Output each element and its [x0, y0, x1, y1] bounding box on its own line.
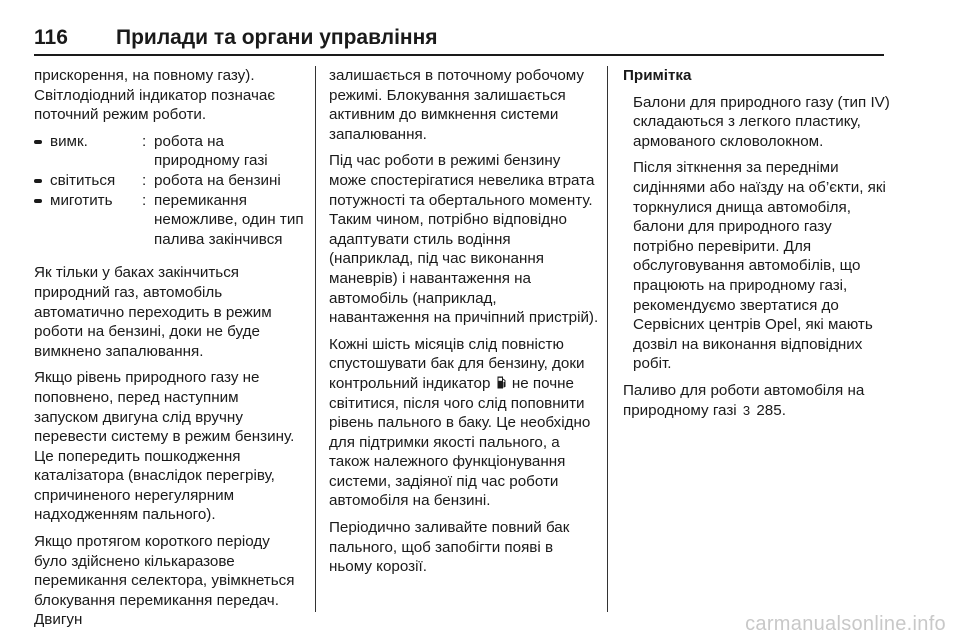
indicator-meaning: робота на бензині	[154, 171, 281, 189]
page-reference-link[interactable]: 285.	[756, 401, 786, 419]
column-3	[623, 66, 891, 427]
note-block	[623, 66, 891, 374]
note-paragraph: Після зіткнення за передніми сидіннями або наїзду на об’єкти, які торкнулися днища автомобіля, балони для природного газу потрібно перевірити. Для обслуговування автомобілів, що працюють на природному газі, рекомендуємо звертатися до Сервісних центрів Opel, які мають дозвіл на виконання відповідних робіт.	[633, 159, 886, 373]
page-header	[34, 26, 884, 54]
indicator-meaning: робота на природному газі	[154, 132, 268, 170]
body-paragraph	[329, 335, 599, 511]
column-divider	[315, 66, 316, 612]
column-2	[329, 66, 599, 584]
header-rule	[34, 54, 884, 56]
fuel-pump-icon	[497, 376, 506, 389]
column-divider	[607, 66, 608, 612]
colon: :	[142, 171, 147, 189]
note-paragraph: Балони для природного газу (тип IV) складаються з легкого пластику, армованого скловолокном.	[633, 93, 890, 150]
indicator-state: вимк.	[50, 132, 88, 150]
page-reference-arrow-icon: 3	[742, 402, 751, 418]
body-paragraph: залишається в поточному робочому режимі. Блокування залишається активним до вимкнення системи запалювання.	[329, 67, 585, 143]
body-paragraph: Періодично заливайте повний бак пального, щоб запобігти появі в ньому корозії.	[329, 519, 570, 576]
text-run: Кожні шість місяців слід повністю спустошувати бак для бензину, доки контрольний індикатор	[329, 335, 585, 392]
intro-paragraph: прискорення, на повному газу). Світлодіодний індикатор позначає поточний режим роботи.	[34, 67, 276, 124]
colon: :	[142, 132, 147, 150]
led-bar-icon	[34, 179, 42, 183]
text-run: Паливо для роботи автомобіля на природному газі	[623, 381, 865, 419]
indicator-state: миготить	[50, 191, 113, 209]
note-body	[623, 93, 891, 374]
note-title: Примітка	[623, 67, 692, 84]
indicator-row	[34, 132, 306, 171]
column-1	[34, 66, 306, 637]
page-number: 116	[34, 26, 68, 49]
text-run: не почне світитися, після чого слід поповнити рівень пального в баку. Це необхідно для підтримки якості пального, а також належного функціонування системи, задіяної під час роботи автомобіля на бензині.	[329, 374, 591, 510]
fuel-reference-paragraph	[623, 381, 891, 420]
led-bar-icon	[34, 140, 42, 144]
indicator-state: світиться	[50, 171, 116, 189]
body-paragraph: Якщо протягом короткого періоду було здійснено кількаразове перемикання селектора, увімкнеться блокування перемикання передач. Двигун	[34, 533, 295, 629]
section-title: Прилади та органи управління	[116, 26, 438, 49]
watermark: carmanualsonline.info	[745, 613, 946, 635]
colon: :	[142, 191, 147, 209]
indicator-table	[34, 132, 306, 250]
indicator-row	[34, 191, 306, 250]
led-bar-icon	[34, 199, 42, 203]
body-paragraph: Під час роботи в режимі бензину може спостерігатися невелика втрата потужності та обертального моменту. Таким чином, потрібно відповідно адаптувати стиль водіння (наприклад, під час виконання маневрів) і навантаження на автомобіль (наприклад, навантаження на причіпний пристрій).	[329, 152, 599, 327]
body-paragraph: Як тільки у баках закінчиться природний газ, автомобіль автоматично переходить в режим роботи на бензині, доки не буде вимкнено запалювання.	[34, 264, 272, 360]
indicator-row	[34, 171, 306, 191]
indicator-meaning: перемикання неможливе, один тип палива закінчився	[154, 191, 304, 248]
body-paragraph: Якщо рівень природного газу не поповнено, перед наступним запуском двигуна слід вручну перевести систему в режим бензину. Це попередить пошкодження каталізатора (внаслідок перегріву, спричиненого нерегулярним надходженням пального).	[34, 369, 295, 524]
